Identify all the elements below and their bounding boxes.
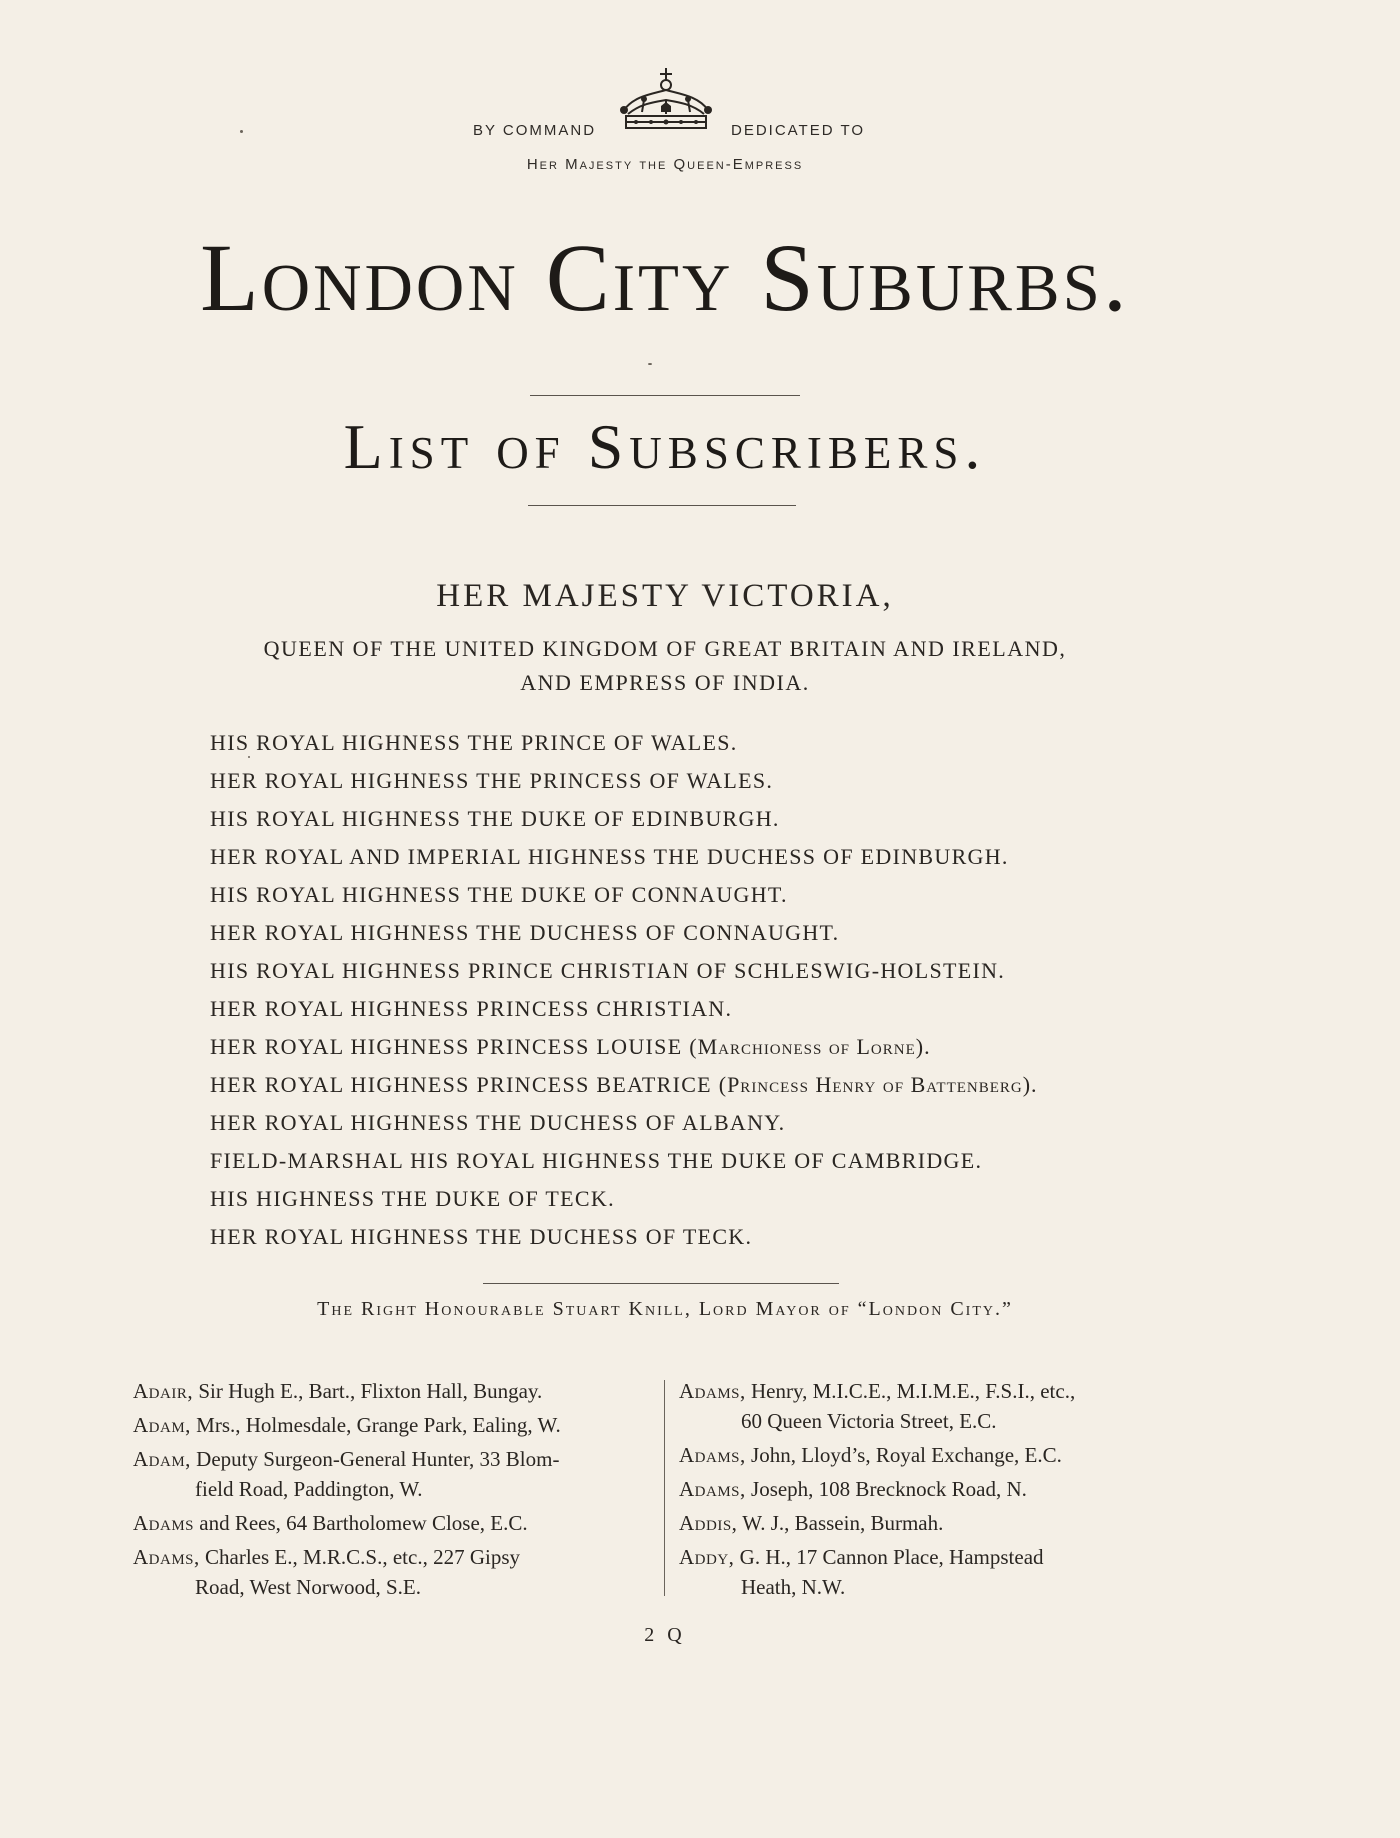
subscriber-surname: Addy, [679,1545,735,1569]
subscriber-details: W. J., Bassein, Burmah. [742,1511,944,1535]
subscriber-entry [133,1444,653,1504]
subscriber-surname: Adams, [679,1477,746,1501]
subscriber-entry [133,1542,653,1602]
royal-name: HER ROYAL HIGHNESS PRINCESS BEATRICE [210,1072,712,1097]
list-item [210,876,1210,914]
subscriber-surname: Adams, [679,1443,746,1467]
royal-note: (Marchioness of Lorne). [689,1034,931,1059]
dedicated-to-label: DEDICATED TO [731,122,866,139]
list-item [210,1104,1210,1142]
subscriber-column-right [679,1376,1199,1606]
subscriber-details: Sir Hugh E., Bart., Flixton Hall, Bungay. [198,1379,543,1403]
subscriber-details-continued: 60 Queen Victoria Street, E.C. [741,1409,997,1433]
page-subtitle: List of Subscribers. [343,411,987,482]
royal-name: HER ROYAL HIGHNESS THE DUCHESS OF TECK. [210,1224,753,1249]
subscriber-surname: Adams, [679,1379,746,1403]
lord-mayor-line: The Right Honourable Stuart Knill, Lord Mayor of “London City.” [317,1298,1013,1320]
subscriber-surname: Adair, [133,1379,194,1403]
divider-rule [528,505,796,506]
list-item [210,800,1210,838]
list-item [210,990,1210,1028]
subscriber-entry [133,1410,653,1440]
royal-subscriber-list [210,724,1210,1256]
queen-title: HER MAJESTY VICTORIA, [436,578,894,614]
signature-mark: 2 Q [644,1624,686,1646]
subscriber-details: Deputy Surgeon-General Hunter, 33 Blom- [196,1447,560,1471]
crown-icon [614,66,718,146]
subscriber-surname: Adam, [133,1447,191,1471]
subscriber-details-continued: field Road, Paddington, W. [195,1477,423,1501]
list-item [210,1142,1210,1180]
column-divider [664,1380,665,1596]
divider-rule [530,395,800,396]
royal-name: HIS ROYAL HIGHNESS PRINCE CHRISTIAN OF SCHLESWIG-HOLSTEIN. [210,958,1006,983]
subscriber-details: Charles E., M.R.C.S., etc., 227 Gipsy [205,1545,521,1569]
queen-style-line: AND EMPRESS OF INDIA. [520,670,810,695]
subscriber-details: John, Lloyd’s, Royal Exchange, E.C. [751,1443,1062,1467]
subscriber-entry [679,1542,1199,1602]
royal-note: (Princess Henry of Battenberg). [718,1072,1038,1097]
list-item [210,724,1210,762]
subscriber-details: Henry, M.I.C.E., M.I.M.E., F.S.I., etc., [751,1379,1076,1403]
list-item [210,1066,1210,1104]
subscriber-surname: Addis, [679,1511,738,1535]
queen-style-line: QUEEN OF THE UNITED KINGDOM OF GREAT BRITAIN AND IRELAND, [263,636,1067,661]
royal-name: HIS HIGHNESS THE DUKE OF TECK. [210,1186,615,1211]
royal-name: FIELD-MARSHAL HIS ROYAL HIGHNESS THE DUKE OF CAMBRIDGE. [210,1148,983,1173]
royal-name: HER ROYAL AND IMPERIAL HIGHNESS THE DUCHESS OF EDINBURGH. [210,844,1009,869]
royal-name: HER ROYAL HIGHNESS THE DUCHESS OF CONNAUGHT. [210,920,840,945]
subscriber-surname: Adams [133,1511,195,1535]
dedication-line: Her Majesty the Queen-Empress [526,156,804,173]
subscriber-entry [679,1376,1199,1436]
subscriber-entry [679,1474,1199,1504]
royal-name: HER ROYAL HIGHNESS THE PRINCESS OF WALES. [210,768,774,793]
list-item [210,838,1210,876]
subscriber-details-continued: Heath, N.W. [741,1575,846,1599]
list-item [210,1180,1210,1218]
subscriber-column-left [133,1376,653,1606]
subscriber-entry [679,1440,1199,1470]
subscriber-details: Mrs., Holmesdale, Grange Park, Ealing, W. [196,1413,561,1437]
paper-speck [248,756,250,758]
paper-speck [240,130,243,133]
subscriber-entry [133,1508,653,1538]
divider-rule [483,1283,839,1284]
list-item [210,1028,1210,1066]
subscriber-details: and Rees, 64 Bartholomew Close, E.C. [199,1511,528,1535]
subscriber-entry [679,1508,1199,1538]
royal-name: HIS ROYAL HIGHNESS THE DUKE OF EDINBURGH. [210,806,780,831]
main-title: London City Suburbs. [200,224,1130,331]
royal-name: HIS ROYAL HIGHNESS THE DUKE OF CONNAUGHT. [210,882,788,907]
royal-name: HER ROYAL HIGHNESS THE DUCHESS OF ALBANY. [210,1110,786,1135]
subscriber-details: Joseph, 108 Brecknock Road, N. [751,1477,1027,1501]
by-command-label: BY COMMAND [473,122,597,139]
royal-name: HER ROYAL HIGHNESS PRINCESS CHRISTIAN. [210,996,733,1021]
list-item [210,762,1210,800]
subscriber-surname: Adam, [133,1413,191,1437]
list-item [210,952,1210,990]
paper-speck [648,363,652,365]
subscriber-details-continued: Road, West Norwood, S.E. [195,1575,421,1599]
subscriber-entry [133,1376,653,1406]
royal-name: HIS ROYAL HIGHNESS THE PRINCE OF WALES. [210,730,738,755]
list-item [210,1218,1210,1256]
list-item [210,914,1210,952]
royal-name: HER ROYAL HIGHNESS PRINCESS LOUISE [210,1034,683,1059]
subscriber-details: G. H., 17 Cannon Place, Hampstead [739,1545,1044,1569]
subscriber-surname: Adams, [133,1545,200,1569]
